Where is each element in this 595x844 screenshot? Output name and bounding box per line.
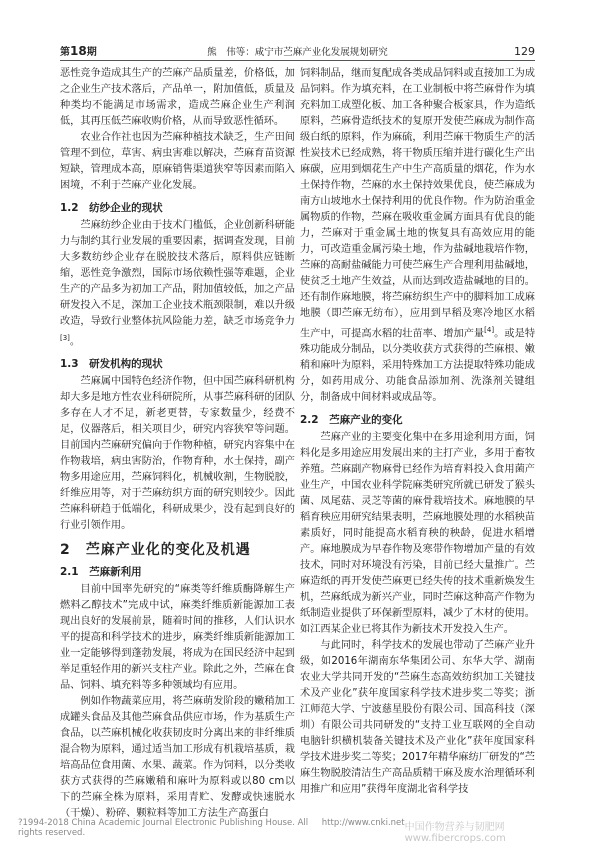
- paragraph-1-2: [60, 218, 295, 350]
- issue-suffix: 期: [86, 47, 97, 58]
- paragraph-2-2b: [300, 638, 535, 798]
- running-header: [60, 40, 535, 61]
- paragraph-intro-2: 农业合作社也因为苎麻种植技术缺乏，生产田间管理不到位，草害、病虫害难以解决，苎麻育苗资源短缺，管理成本高，原麻销售渠道狭窄等因素而陷入困境，不利于苎麻产业化发展。: [60, 132, 295, 191]
- paragraph-intro-1: 恶性竞争造成其生产的苎麻产品质量差，价格低，加之企业生产技术落后，产品单一，附加值低，质量及种类均不能满足市场需求，造成苎麻企业生产利润低，其再压低苎麻收购价格，从而导致恶性循环。: [60, 68, 295, 127]
- issue-number: 18: [70, 44, 87, 58]
- page-footer: [18, 818, 577, 844]
- copyright-notice: ?1994-2018 China Academic Journal Electronic Publishing House. All rights reserved.: [18, 818, 309, 838]
- section-heading-2-1: 2.1 苎麻新利用: [60, 566, 142, 579]
- section-heading-2: 2 苎麻产业化的变化及机遇: [60, 542, 251, 559]
- citation-4: [4]: [484, 326, 495, 334]
- paragraph-2-1b: [60, 694, 295, 822]
- year-2017: 2017: [401, 752, 428, 764]
- paragraph-2-2a: 苎麻产业的主要变化集中在多用途利用方面，饲料化是多用途应用发展出来的主打产业，多用于畜牧养殖。苎麻副产物麻骨已经作为培育料投入食用菌产业生产，中国农业科学院麻类研究所就已研发了猴头菌、凤尾菇、灵芝等菌的麻骨栽培技术。麻地膜的早稻育秧应用研究结果表明，苎麻地膜处理的水稻秧苗素质好，同时能提高水稻育秧的秧龄，促进水稻增产。麻地膜成为早春作物及寒带作物增加产量的有效技术，同时对环境没有污染，目前已经大量推广。苎麻造纸的再开发使苎麻更已经失传的技术重新焕发生机，苎麻纸成为新兴产业，同时苎麻这种高产作物为纸制造业提供了环保新型原料，减少了木材的使用。如江西某企业已将其作为新技术开发投入生产。: [300, 432, 535, 636]
- section-heading-1-3: 1.3 研发机构的现状: [60, 358, 163, 371]
- paragraph-2-2c-text: 年精华麻纺厂研发的“苎麻生物脱胶清洁生产高品质精干麻及废水治理循环利用推广和应用”获得年度湖北省科学技: [300, 752, 535, 796]
- paragraph-right-1: [300, 66, 535, 406]
- section-heading-2-2: 2.2 苎麻产业的变化: [300, 414, 403, 427]
- paragraph-2-1a: 目前中国率先研究的“麻类等纤维质酶降解生产燃料乙醇技术”完成中试，麻类纤维质新能源加工表现出良好的发展前景，随着时间的推移，人们认识水平的提高和科学技术的进步，麻类纤维质新能源加工业一定能够得到蓬勃发展，将成为在国民经济中起到举足重轻作用的新兴支柱产业。除此之外，苎麻在食品、饲料、填充料等多种领域均有应用。: [60, 584, 295, 692]
- watermark: 中国作物营养与韧肥网 www.fibercrops.com: [404, 822, 506, 844]
- paragraph-2-1b-text: 例如作物蔬菜应用，将苎麻萌发阶段的嫩稍加工成罐头食品及其他苎麻食品供应市场，作为基质生产食品，以苎麻机械化收获韧皮时分离出来的非纤维质混合物为原料，通过适当加工形成有机栽培基质，栽培高品位食用菌、水果、蔬菜。作为饲料，以分类收获方式获得的苎麻嫩稍和麻叶为原料或以: [60, 696, 295, 788]
- paragraph-1-3: 苎麻属中国特色经济作物，但中国苎麻科研机构却大多是地方性农业科研院所，从事苎麻科研的团队多存在人才不足，新老更替，专家数量少，经费不足，仪器落后，相关项目少，研究内容狭窄等问题。目前国内苎麻研究偏向于作物种植，研究内容集中在作物栽培，病虫害防治，作物育种，水土保持，副产物多用途应用，苎麻饲料化，机械收割，生物脱胶，纤维应用等，对于苎麻纺织方面的研究则较少。因此苎麻科研趋于低端化，科研成果少，没有起到良好的行业引领作用。: [60, 376, 295, 532]
- article-running-title: 熊 伟等：咸宁市苎麻产业化发展规划研究: [207, 47, 388, 58]
- left-column: [60, 66, 295, 822]
- citation-3: [3]: [60, 334, 70, 342]
- section-heading-1-2: 1.2 纺纱企业的现状: [60, 202, 163, 214]
- paragraph-2-2b-text: 年湖南东华集团公司、东华大学、湖南农业大学共同开发的“苎麻生态高效纺织加工关键技术及产业化”获年度国家科学技术进步奖二等奖；浙江师范大学、宁波慈星股份有限公司、国高科技（深圳）有限公司共同研发的“支持工业互联网的全自动电脑针织横机装备关键技术及产业化”获年度国家科学技术进步奖二等奖；: [300, 656, 535, 764]
- issue-prefix: 第: [60, 47, 70, 58]
- paragraph-right-1-text: 饲料制品，继而复配成各类成品饲料或直接加工为成品饲料。作为填充料，在工业制板中将苎麻骨作为填充料加工成塑化板、加工各种聚合板家具，作为造纸原料，苎麻骨造纸技术的复原开发使苎麻成为制作高级白纸的原料，作为麻硫，利用苎麻干物质生产的活性炭技术已经成熟，将干物质压缩并进行碳化生产出麻碳，应用到烟花生产中生产高质量的烟花，作为水土保持作物，苎麻的水土保持效果优良，使苎麻成为南方山坡地水土保持利用的优良作物。作为防治重金属物质的作物，苎麻在吸收重金属方面具有优良的能力，苎麻对于重金属土地的恢复具有高效应用的能力，可改造重金属污染土地，作为盐碱地栽培作物，苎麻的高耐盐碱能力可使苎麻生产合理利用盐碱地，使贫乏土地产生效益，从而达到改造盐碱地的目的。还有制作麻地膜，将苎麻纺织生产中的脚料加工成麻地膜（即苎麻无纺布），应用到早稻及寒冷地区水稻生产中，可提高水稻的壮苗率、增加产量: [300, 68, 535, 340]
- paragraph-2-1c-text: 以下的苎麻全株为原料，采用青贮、发酵或快速脱水（干燥）、粉碎、颗粒料等加工方法生产高蛋白: [60, 776, 296, 820]
- year-2016: 2016: [331, 656, 358, 668]
- page-number: 129: [514, 45, 535, 58]
- right-column: [300, 66, 535, 798]
- height-value: 80 cm: [252, 776, 285, 788]
- paragraph-1-2-end: 。: [69, 336, 81, 348]
- paragraph-1-2-text: 苎麻纺纱企业由于技术门槛低，企业创新科研能力与制约其行业发展的重要因素，据调查发现，目前大多数纺纱企业存在脱胶技术落后，原料供应链断缩，恶性竞争激烈，国际市场依赖性强等难题，企业生产的产品多为初加工产品，附加值较低，加之产品研发投入不足，深加工企业技术瓶颈限制，难以升级改造，导致行业整体抗风险能力差，缺乏市场竞争力: [60, 220, 295, 327]
- footer-site: http://www.cnki.net: [321, 818, 405, 828]
- paragraph-right-1-end: 。或是特殊功能成分制品，以分类收获方式获得的苎麻根、嫩稍和麻叶为原料，采用特殊加工方法提取特殊功能成分，如药用成分、功能食品添加剂、洗涤剂关键组分，制备成中间材料或成品等。: [300, 328, 536, 404]
- paragraph-2-2b-pre: 与此同时，科学技术的发展也带动了苎麻产业升级，如: [300, 640, 535, 668]
- issue-label: [60, 43, 97, 58]
